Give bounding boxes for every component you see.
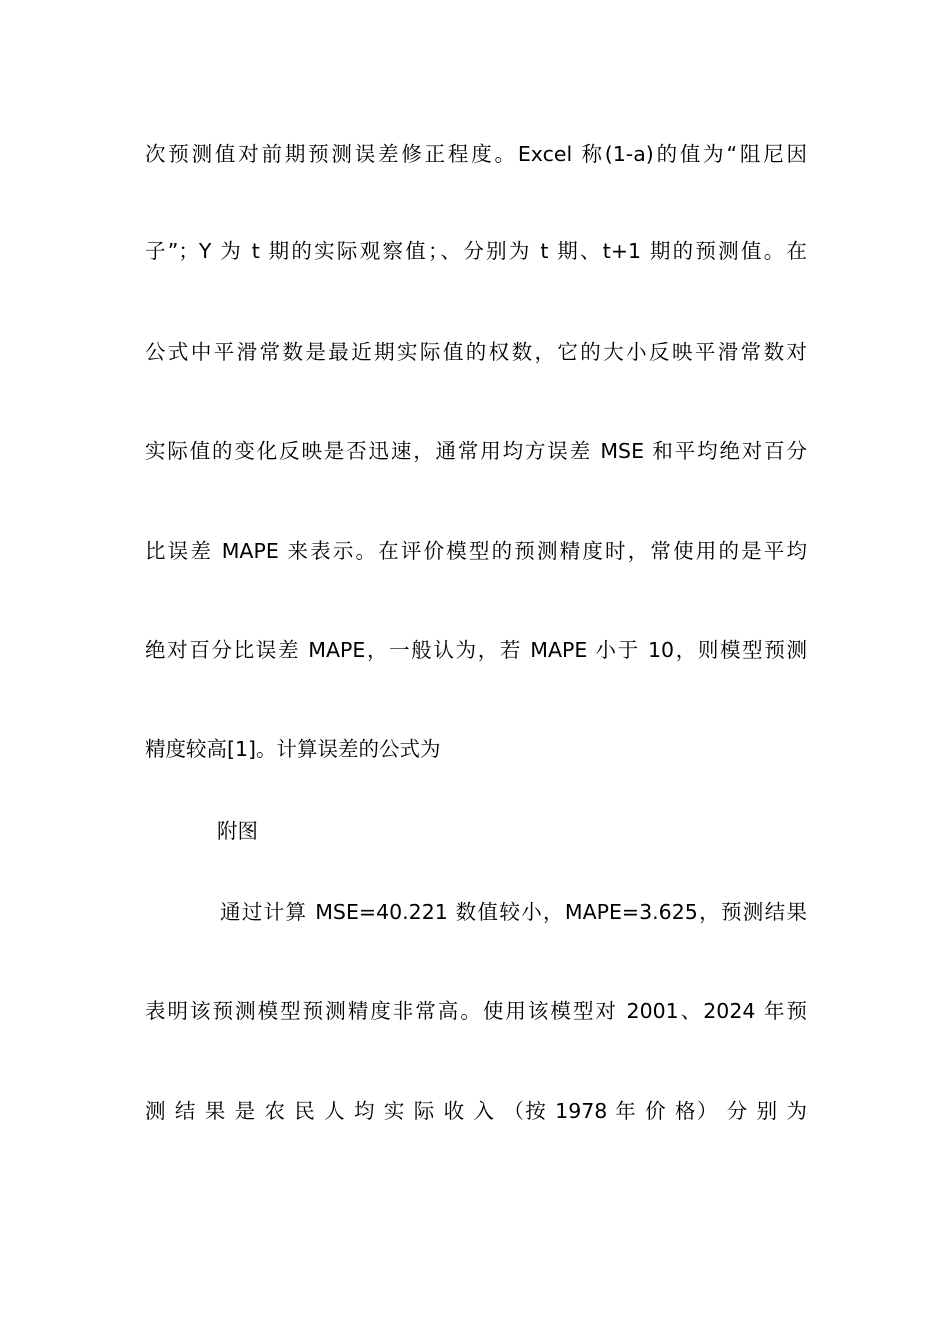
para2-line-2: 表明该预测模型预测精度非常高。使用该模型对 2001、2024 年预 <box>145 999 807 1023</box>
para2-line-3: 测 结 果 是 农 民 人 均 实 际 收 入 （按 1978 年 价 格） 分 别 为 <box>145 1099 807 1123</box>
text-line-7: 精度较高[1]。计算误差的公式为 <box>145 737 441 761</box>
text-line-1: 次预测值对前期预测误差修正程度。Excel 称(1-a)的值为“阻尼因 <box>145 142 807 166</box>
text-line-6: 绝对百分比误差 MAPE，一般认为，若 MAPE 小于 10，则模型预测 <box>145 638 807 662</box>
text-line-5: 比误差 MAPE 来表示。在评价模型的预测精度时，常使用的是平均 <box>145 539 807 563</box>
text-line-4: 实际值的变化反映是否迅速，通常用均方误差 MSE 和平均绝对百分 <box>145 439 807 463</box>
text-line-2: 子”；Y 为 t 期的实际观察值；、分别为 t 期、t+1 期的预测值。在 <box>145 239 807 263</box>
para2-line-1: 通过计算 MSE=40.221 数值较小，MAPE=3.625，预测结果 <box>220 900 807 924</box>
text-line-3: 公式中平滑常数是最近期实际值的权数，它的大小反映平滑常数对 <box>145 340 807 364</box>
figure-placeholder: 附图 <box>217 819 258 843</box>
